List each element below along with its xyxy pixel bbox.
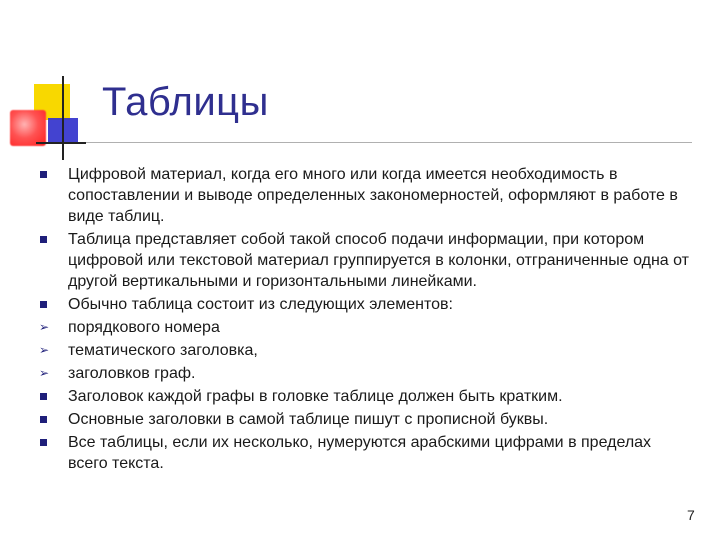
arrow-bullet-icon: ➢ <box>39 343 50 357</box>
square-bullet-icon <box>40 236 47 243</box>
slide-title: Таблицы <box>102 80 269 124</box>
list-item <box>40 229 695 292</box>
square-bullet-icon <box>40 439 47 446</box>
bullet-list <box>40 164 695 476</box>
list-item <box>40 432 695 474</box>
title-divider-line <box>36 142 692 143</box>
list-item <box>40 317 695 338</box>
list-item <box>40 164 695 227</box>
square-bullet-icon <box>40 301 47 308</box>
list-item <box>40 386 695 407</box>
list-item-text: заголовков граф. <box>68 365 196 382</box>
list-item-text: Заголовок каждой графы в головке таблице должен быть кратким. <box>68 388 563 405</box>
page-number: 7 <box>687 507 695 523</box>
list-item <box>40 294 695 315</box>
list-item-text: Основные заголовки в самой таблице пишут с прописной буквы. <box>68 411 549 428</box>
list-item-text: Цифровой материал, когда его много или когда имеется необходимость в сопоставлении и выводе определенных закономерностей, оформляют в работе в виде таблиц. <box>68 166 678 225</box>
logo-horizontal-line <box>36 142 86 144</box>
list-item-text: Все таблицы, если их несколько, нумеруются арабскими цифрами в пределах всего текста. <box>68 434 652 472</box>
list-item <box>40 363 695 384</box>
logo-vertical-line <box>62 76 64 160</box>
list-item <box>40 409 695 430</box>
arrow-bullet-icon: ➢ <box>39 320 50 334</box>
list-item-text: Таблица представляет собой такой способ подачи информации, при котором цифровой или текстовой материал группируется в колонки, отграниченные одна от другой вертикальными и горизонтальными линейками. <box>68 231 690 290</box>
list-item-text: тематического заголовка, <box>68 342 258 359</box>
logo-red-square <box>10 110 46 146</box>
square-bullet-icon <box>40 416 47 423</box>
list-item-text: порядкового номера <box>68 319 220 336</box>
list-item-text: Обычно таблица состоит из следующих элементов: <box>68 296 453 313</box>
square-bullet-icon <box>40 171 47 178</box>
list-item <box>40 340 695 361</box>
square-bullet-icon <box>40 393 47 400</box>
arrow-bullet-icon: ➢ <box>39 366 50 380</box>
